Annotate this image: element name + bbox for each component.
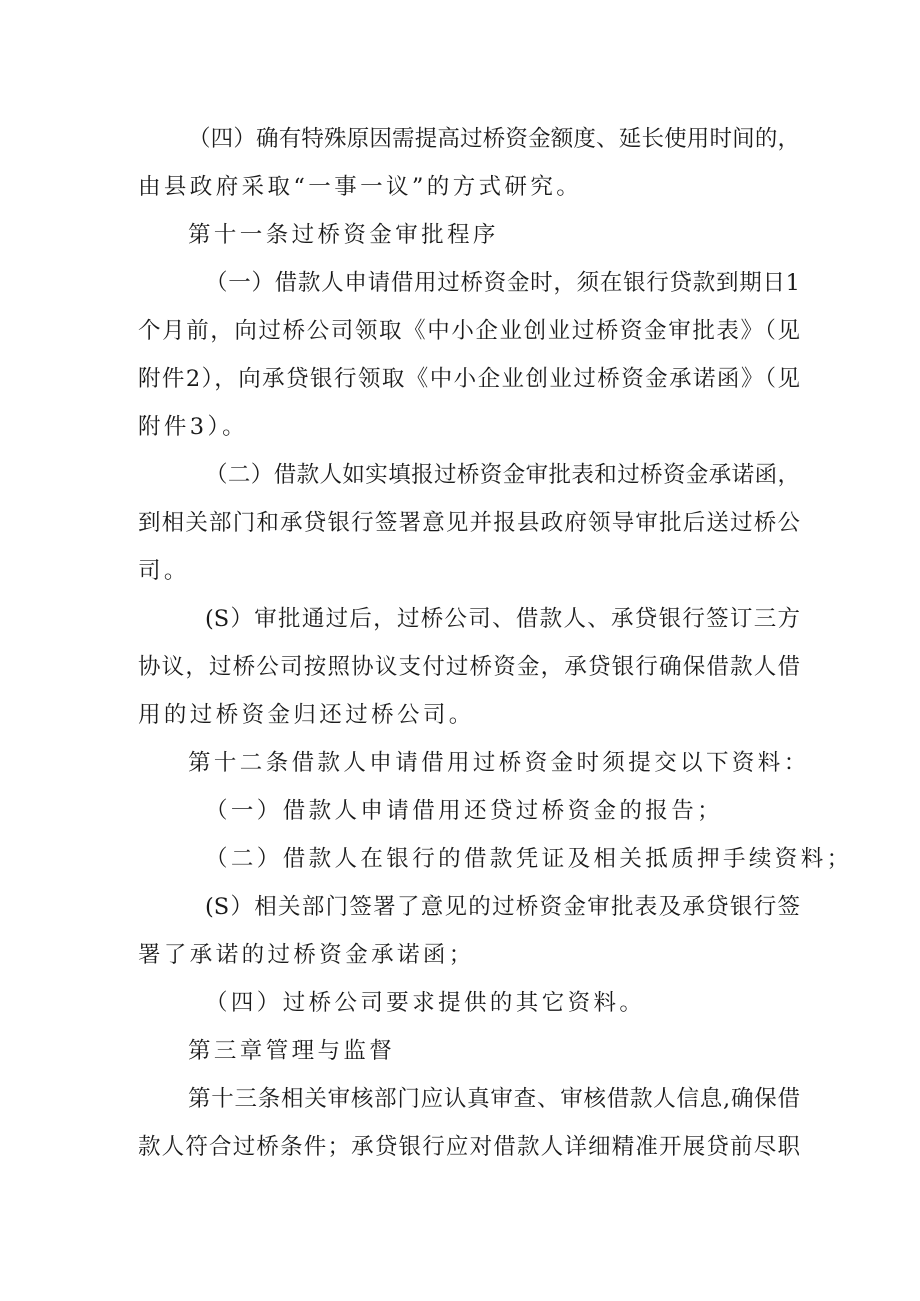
paragraph-line: 个月前，向过桥公司领取《中小企业创业过桥资金审批表》（见 [138, 318, 800, 344]
paragraph-line: 由县政府采取“一事一议”的方式研究。 [138, 174, 583, 200]
paragraph-line: 到相关部门和承贷银行签署意见并报县政府领导审批后送过桥公 [138, 510, 800, 536]
paragraph-line: （二）借款人如实填报过桥资金审批表和过桥资金承诺函， [205, 462, 800, 488]
paragraph-line: 司。 [138, 558, 190, 584]
paragraph-line: 第十三条相关审核部门应认真审查、审核借款人信息,确保借 [188, 1086, 800, 1112]
list-item: （二）借款人在银行的借款凭证及相关抵质押手续资料； [205, 846, 853, 872]
paragraph-line: 款人符合过桥条件；承贷银行应对借款人详细精准开展贷前尽职 [138, 1134, 800, 1160]
paragraph-line: 用的过桥资金归还过桥公司。 [138, 702, 475, 728]
list-item: (S）相关部门签署了意见的过桥资金审批表及承贷银行签 [205, 894, 800, 920]
paragraph-line: 附件3）。 [138, 414, 249, 440]
paragraph-line: (S）审批通过后，过桥公司、借款人、承贷银行签订三方 [205, 606, 800, 632]
paragraph-line: 附件2），向承贷银行领取《中小企业创业过桥资金承诺函》（见 [138, 366, 800, 392]
article-heading: 第十一条过桥资金审批程序 [188, 222, 499, 248]
paragraph-line: （四）确有特殊原因需提高过桥资金额度、延长使用时间的， [188, 126, 800, 152]
paragraph-line: 协议，过桥公司按照协议支付过桥资金，承贷银行确保借款人借 [138, 654, 800, 680]
paragraph-line: 署了承诺的过桥资金承诺函； [138, 942, 475, 968]
list-item: （四）过桥公司要求提供的其它资料。 [205, 990, 646, 1016]
list-item: （一）借款人申请借用还贷过桥资金的报告； [205, 798, 724, 824]
chapter-heading: 第三章管理与监督 [188, 1038, 396, 1064]
article-heading: 第十二条借款人申请借用过桥资金时须提交以下资料： [188, 750, 810, 776]
paragraph-line: （一）借款人申请借用过桥资金时，须在银行贷款到期日1 [205, 270, 800, 296]
